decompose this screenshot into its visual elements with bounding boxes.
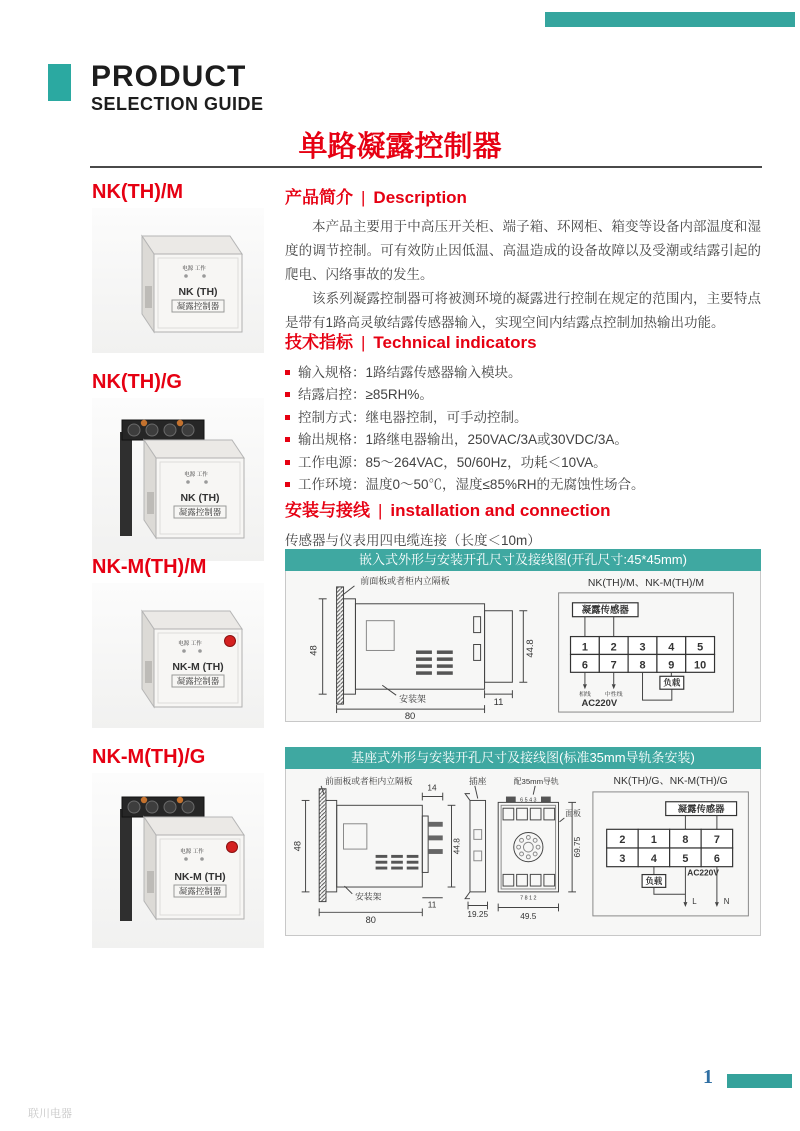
power-label: AC220V [687, 867, 719, 878]
page-title: 单路凝露控制器 [298, 131, 502, 163]
description-heading: 产品简介 | Description [285, 188, 467, 207]
description-heading-en: Description [373, 188, 467, 207]
wiring-title: NK(TH)/M、NK-M(TH)/M [587, 577, 705, 589]
indicator-item: 结露启控：≥85RH%。 [285, 384, 761, 406]
svg-text:10: 10 [694, 659, 707, 672]
top-accent-bar [545, 12, 795, 27]
indicator-item: 输出规格：1路继电器输出，250VAC/3A或30VDC/3A。 [285, 429, 761, 451]
socket-bottom-terminal-numbers: 7 8 1 2 [520, 895, 537, 902]
product-photo-illustration [92, 208, 264, 348]
svg-text:8: 8 [682, 834, 689, 847]
panel-model-text: NK (TH) [178, 286, 218, 298]
technical-heading-zh: 技术指标 [285, 333, 353, 352]
product-model-label: NK(TH)/M [92, 181, 184, 203]
description-paragraph-1: 本产品主要用于中高压开关柜、端子箱、环网柜、箱变等设备内部温度和湿度的调节控制。可有效防止因低温、高温造成的设备故障以及受潮或结露引起的爬电、闪络事故的发生。 [285, 219, 761, 282]
dim-width-80: 80 [404, 710, 416, 719]
dim-front-44-8: 44.8 [452, 838, 462, 855]
panel-model-text: NK-M (TH) [174, 871, 226, 883]
diagram1-dimension-drawing [296, 573, 546, 719]
panel-type-text: 凝露控制器 [178, 886, 222, 896]
dim-height-48: 48 [307, 645, 319, 656]
svg-text:6: 6 [713, 852, 720, 865]
svg-text:4: 4 [650, 852, 657, 865]
line-terminal-label: L [692, 897, 697, 907]
svg-text:7: 7 [610, 659, 617, 672]
dim-depth-11: 11 [493, 696, 504, 708]
title-divider [90, 166, 762, 168]
product-photo-illustration [92, 398, 264, 556]
diagram1-wiring [546, 573, 746, 719]
front-panel-label: 前面板或者柜内立隔板 [325, 775, 413, 786]
wiring-title: NK(TH)/G、NK-M(TH)/G [613, 776, 728, 788]
brand-line-1: PRODUCT [91, 60, 247, 93]
panel-indicator-labels: 电源 工作 [180, 849, 204, 855]
svg-text:4: 4 [668, 641, 675, 654]
manual-test-button [225, 636, 236, 647]
indicator-item: 输入规格：1路结露传感器输入模块。 [285, 362, 761, 384]
dim-height-48: 48 [292, 841, 303, 852]
panel-indicator-labels: 电源 工作 [178, 641, 202, 647]
installation-heading: 安装与接线 | installation and connection [285, 501, 611, 520]
indicator-item: 工作环境：温度0～50℃，湿度≤85%RH的无腐蚀性场合。 [285, 474, 761, 496]
watermark-text: 联川电器 [28, 1108, 72, 1120]
sensor-label: 凝露传感器 [581, 604, 629, 616]
dim-pin-14: 14 [427, 783, 437, 793]
svg-text:9: 9 [668, 659, 675, 672]
load-label: 负载 [645, 875, 662, 886]
panel-type-text: 凝露控制器 [178, 507, 222, 517]
mounting-bracket-label: 安装架 [355, 891, 382, 902]
product-card-nkmth-m [92, 556, 264, 728]
din-rail-label: 配35mm导轨 [513, 776, 559, 786]
diagram2-header: 基座式外形与安装开孔尺寸及接线图(标准35mm导轨条安装) [285, 747, 761, 769]
product-photo [92, 773, 264, 948]
svg-text:8: 8 [639, 659, 646, 672]
footer-accent-bar [727, 1074, 792, 1088]
dim-depth-11: 11 [427, 900, 437, 910]
terminal-grid [571, 637, 715, 673]
description-paragraph-2: 该系列凝露控制器可将被测环境的凝露进行控制在规定的范围内，主要特点是带有1路高灵敏结露传感器输入，实现空间内结露点控制加热输出功能。 [285, 291, 761, 330]
product-photo [92, 208, 264, 353]
diagram1-header: 嵌入式外形与安装开孔尺寸及接线图(开孔尺寸:45*45mm) [285, 549, 761, 571]
svg-text:5: 5 [697, 641, 704, 654]
section-installation [285, 496, 761, 549]
product-card-nkth-g [92, 371, 264, 561]
svg-text:7: 7 [713, 834, 720, 847]
svg-text:3: 3 [619, 852, 626, 865]
product-model-label: NK-M(TH)/M [92, 556, 207, 578]
bullet-icon [285, 460, 290, 465]
section-description [285, 183, 761, 335]
diagram2-wiring [587, 771, 754, 925]
dim-width-80: 80 [365, 915, 376, 926]
bullet-icon [285, 392, 290, 397]
svg-text:1: 1 [581, 641, 588, 654]
svg-text:3: 3 [639, 641, 646, 654]
page-number: 1 [703, 1066, 713, 1088]
svg-text:2: 2 [619, 834, 626, 847]
diagram-panel-mount [285, 549, 761, 722]
neutral-wire-label: 中性线 [604, 692, 623, 699]
panel-indicator-labels: 电源 工作 [182, 266, 206, 272]
phase-wire-label: 相线 [578, 692, 591, 699]
svg-text:5: 5 [682, 852, 689, 865]
terminal-grid [606, 829, 732, 866]
load-label: 负载 [663, 677, 681, 688]
indicator-item: 控制方式：继电器控制，可手动控制。 [285, 407, 761, 429]
product-card-nkmth-g [92, 746, 264, 948]
manual-test-button [227, 842, 238, 853]
svg-text:1: 1 [650, 834, 657, 847]
bullet-icon [285, 437, 290, 442]
diagram2-dimension-drawing [290, 771, 587, 933]
bullet-icon [285, 370, 290, 375]
panel-model-text: NK-M (TH) [172, 661, 224, 673]
product-photo-illustration [92, 773, 264, 943]
brand-block [91, 62, 264, 113]
panel-ref-label: 面板 [565, 809, 581, 819]
technical-indicator-list [285, 362, 761, 496]
neutral-terminal-label: N [723, 897, 730, 907]
sensor-label: 凝露传感器 [677, 804, 725, 815]
bullet-icon [285, 415, 290, 420]
dim-socket-height: 69.75 [572, 836, 582, 858]
dim-socket-width: 49.5 [520, 912, 537, 922]
mounting-bracket-label: 安装架 [399, 694, 426, 705]
technical-heading-en: Technical indicators [373, 333, 537, 352]
installation-note: 传感器与仪表用四电缆连接（长度＜10m） [285, 533, 541, 548]
socket-top-terminal-numbers: 6 5 4 3 [520, 797, 537, 804]
socket-label: 插座 [469, 775, 487, 786]
technical-heading: 技术指标 | Technical indicators [285, 333, 537, 352]
indicator-item: 工作电源：85～264VAC，50/60Hz，功耗＜10VA。 [285, 452, 761, 474]
front-panel-label: 前面板或者柜内立隔板 [360, 575, 450, 586]
panel-type-text: 凝露控制器 [176, 676, 220, 686]
diagram-base-mount [285, 747, 761, 936]
installation-heading-zh: 安装与接线 [285, 501, 370, 520]
section-technical-indicators [285, 328, 761, 496]
panel-indicator-labels: 电源 工作 [184, 472, 208, 478]
svg-text:2: 2 [610, 641, 617, 654]
product-photo [92, 583, 264, 728]
power-label: AC220V [581, 697, 618, 709]
bullet-icon [285, 482, 290, 487]
description-heading-zh: 产品简介 [285, 188, 353, 207]
product-model-label: NK(TH)/G [92, 371, 182, 393]
product-model-label: NK-M(TH)/G [92, 746, 206, 768]
svg-text:6: 6 [581, 659, 588, 672]
product-card-nkth-m [92, 181, 264, 353]
brand-line-2: SELECTION GUIDE [91, 94, 264, 114]
panel-model-text: NK (TH) [180, 492, 220, 504]
brand-logo-square [48, 64, 71, 101]
panel-type-text: 凝露控制器 [176, 301, 220, 311]
dim-socket-depth: 19.25 [467, 910, 489, 920]
product-photo [92, 398, 264, 561]
installation-heading-en: installation and connection [390, 501, 611, 520]
dim-front-44-8: 44.8 [524, 639, 536, 658]
product-photo-illustration [92, 583, 264, 723]
